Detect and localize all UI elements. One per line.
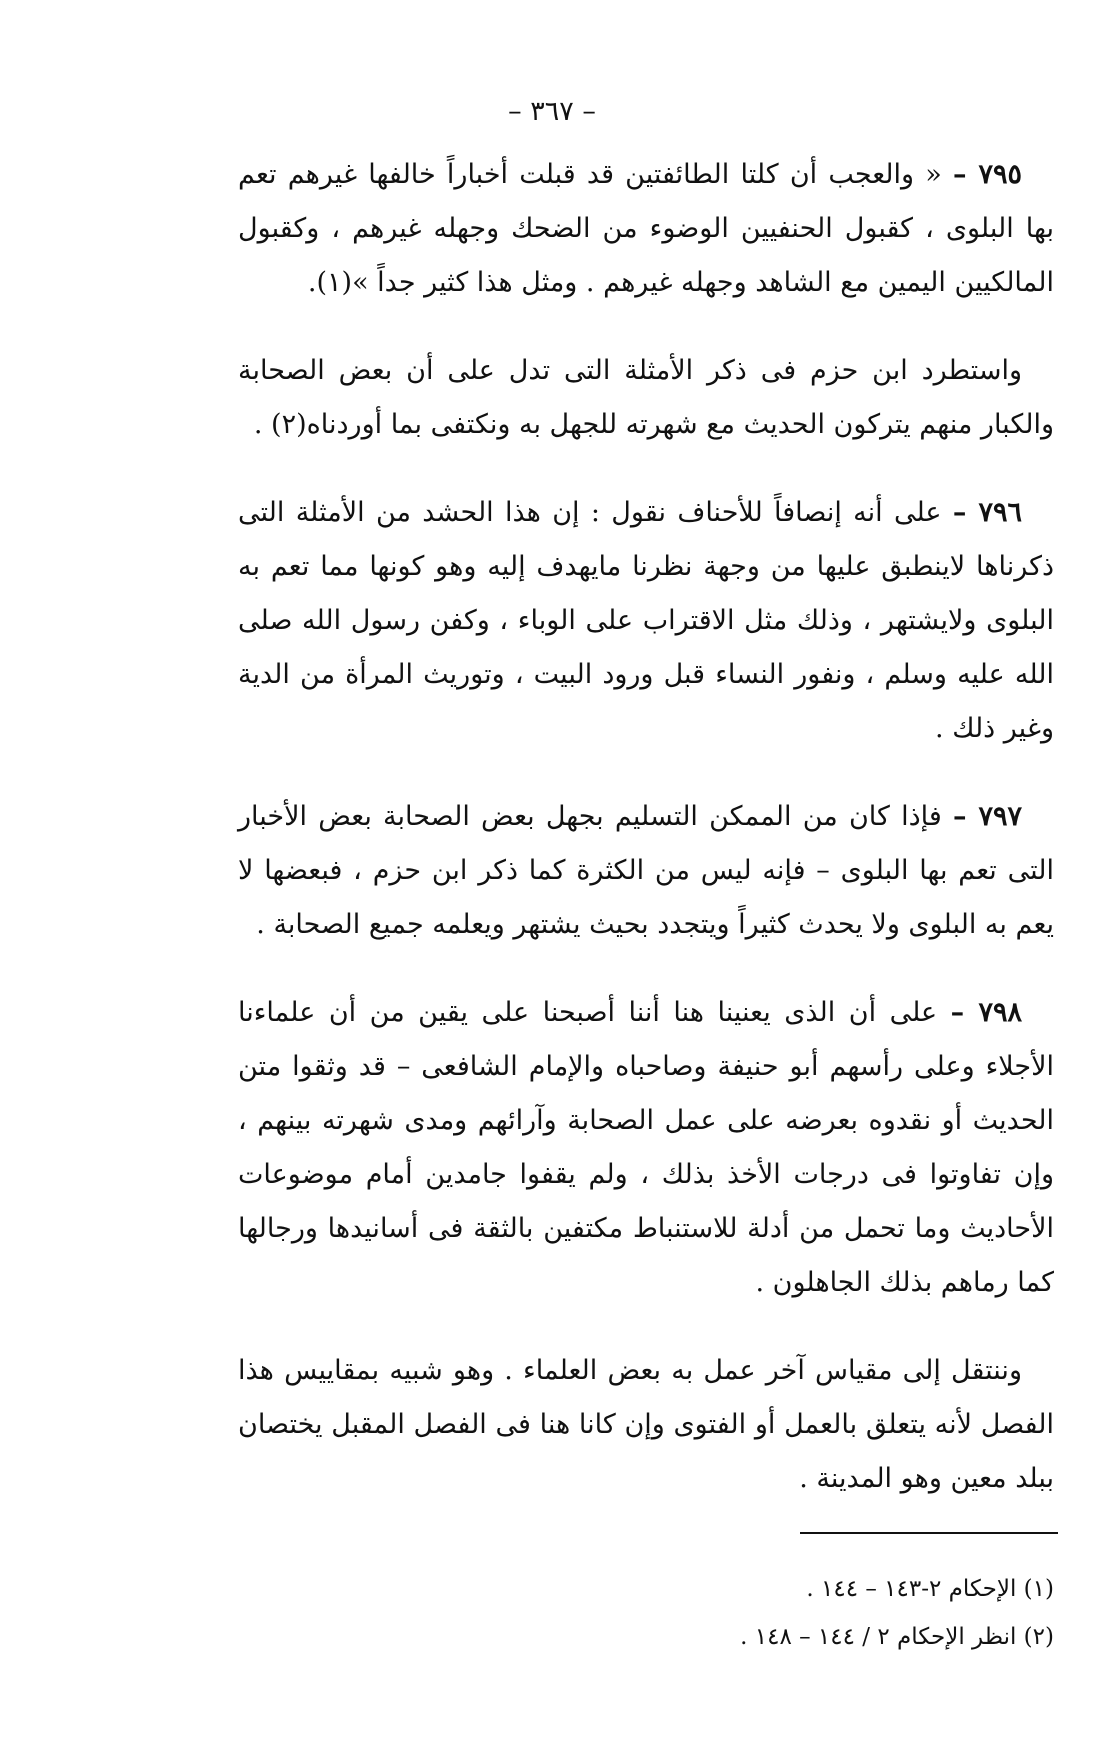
paragraph-transition	[238, 1344, 1054, 1506]
page-number: – ٣٦٧ –	[508, 96, 596, 127]
paragraph-text: على أنه إنصافاً للأحناف نقول : إن هذا الحشد من الأمثلة التى ذكرناها لاينطبق عليها من وجهة نظرنا مايهدف إليه وهو كونها مما تعم به البلوى ولايشتهر ، وذلك مثل الاقتراب على الوباء ، وكفن رسول الله صلى الله عليه وسلم ، ونفور النساء قبل ورود البيت ، وتوريث المرأة من الدية وغير ذلك .	[238, 497, 1054, 744]
paragraph-798	[238, 986, 1054, 1310]
main-text	[238, 148, 1054, 1540]
paragraph-number: ٧٩٥ –	[952, 159, 1023, 190]
paragraph-digression	[238, 344, 1054, 452]
paragraph-796	[238, 486, 1054, 756]
paragraph-text: وننتقل إلى مقياس آخر عمل به بعض العلماء . وهو شبيه بمقاييس هذا الفصل لأنه يتعلق بالعمل أو الفتوى وإن كانا هنا فى الفصل المقبل يختصان ببلد معين وهو المدينة .	[238, 1355, 1054, 1494]
paragraph-797	[238, 790, 1054, 952]
paragraph-795	[238, 148, 1054, 310]
paragraph-number: ٧٩٧ –	[952, 801, 1022, 832]
paragraph-number: ٧٩٨ –	[950, 997, 1022, 1028]
footnote-1: (١) الإحكام ٢-١٤٣ – ١٤٤ .	[806, 1576, 1054, 1602]
paragraph-text: « والعجب أن كلتا الطائفتين قد قبلت أخباراً خالفها غيرهم تعم بها البلوى ، كقبول الحنفيين الوضوء من الضحك وجهله غيرهم ، وكقبول المالكيين اليمين مع الشاهد وجهله غيرهم . ومثل هذا كثير جداً »(١).	[238, 159, 1054, 298]
footnote-divider	[800, 1532, 1058, 1534]
paragraph-text: واستطرد ابن حزم فى ذكر الأمثلة التى تدل على أن بعض الصحابة والكبار منهم يتركون الحديث مع شهرته للجهل به ونكتفى بما أوردناه(٢) .	[238, 355, 1054, 440]
paragraph-text: فإذا كان من الممكن التسليم بجهل بعض الصحابة بعض الأخبار التى تعم بها البلوى – فإنه ليس من الكثرة كما ذكر ابن حزم ، فبعضها لا يعم به البلوى ولا يحدث كثيراً ويتجدد بحيث يشتهر ويعلمه جميع الصحابة .	[238, 801, 1054, 940]
footnote-2: (٢) انظر الإحكام ٢ / ١٤٤ – ١٤٨ .	[740, 1624, 1054, 1650]
paragraph-number: ٧٩٦ –	[952, 497, 1022, 528]
footnotes	[238, 1565, 1054, 1661]
paragraph-text: على أن الذى يعنينا هنا أننا أصبحنا على يقين من أن علماءنا الأجلاء وعلى رأسهم أبو حنيفة وصاحباه والإمام الشافعى – قد وثقوا متن الحديث أو نقدوه بعرضه على عمل الصحابة وآرائهم ومدى شهرته بينهم ، وإن تفاوتوا فى درجات الأخذ بذلك ، ولم يقفوا جامدين أمام موضوعات الأحاديث وما تحمل من أدلة للاستنباط مكتفين بالثقة فى أسانيدها ورجالها كما رماهم بذلك الجاهلون .	[238, 997, 1054, 1298]
